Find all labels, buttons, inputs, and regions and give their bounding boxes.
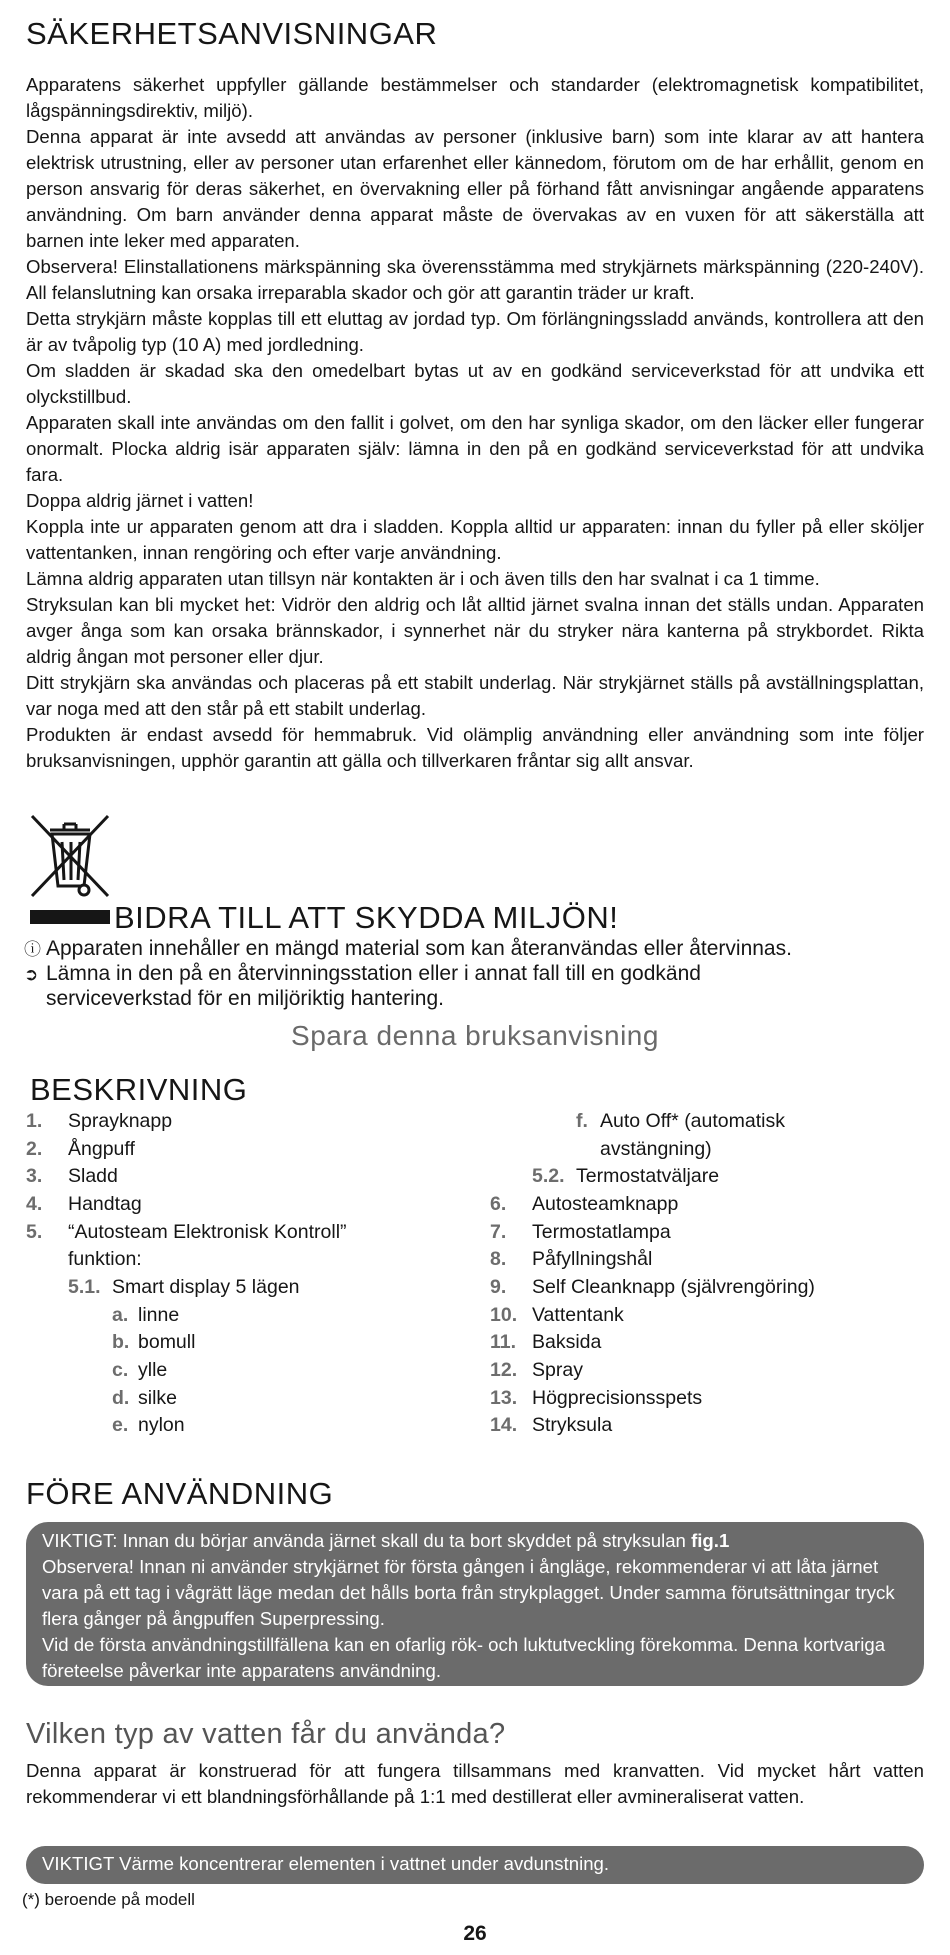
list-item: 4. Handtag xyxy=(26,1193,142,1215)
description-heading: BESKRIVNING xyxy=(30,1072,248,1107)
safety-paragraph: Ditt strykjärn ska användas och placeras på ett stabilt underlag. När strykjärnet ställs på avställningsplattan, var noga med att den står på ett stabilt underlag. xyxy=(26,672,924,719)
list-item: 14. Stryksula xyxy=(490,1414,613,1436)
list-item: avstängning) xyxy=(600,1138,712,1160)
list-item: f. Auto Off* (automatisk xyxy=(576,1110,785,1132)
environment-note xyxy=(24,936,792,962)
safety-paragraph: Om sladden är skadad ska den omedelbart bytas ut av en godkänd serviceverkstad för att undvika ett olyckstillbud. xyxy=(26,360,924,407)
safety-paragraph: Doppa aldrig järnet i vatten! xyxy=(26,490,254,511)
safety-heading: SÄKERHETSANVISNINGAR xyxy=(26,16,438,51)
arrow-icon: ➲ xyxy=(24,965,39,984)
environment-note-text: Apparaten innehåller en mängd material som kan återanvändas eller återvinnas. xyxy=(46,937,792,960)
before-use-heading: FÖRE ANVÄNDNING xyxy=(26,1476,334,1511)
list-item: 6. Autosteamknapp xyxy=(490,1193,679,1215)
save-instructions-note xyxy=(0,1020,950,1052)
list-item: e. nylon xyxy=(112,1414,185,1436)
safety-text xyxy=(26,72,924,774)
list-item: 7. Termostatlampa xyxy=(490,1221,671,1243)
water-heading: Vilken typ av vatten får du använda? xyxy=(26,1718,506,1750)
list-item: a. linne xyxy=(112,1304,180,1326)
info-icon: ⓘ xyxy=(24,940,41,959)
save-note-text: Spara denna bruksanvisning xyxy=(291,1020,659,1051)
safety-paragraph: Denna apparat är inte avsedd att användas av personer (inklusive barn) som inte klarar av att hantera elektrisk utrustning, eller av personer utan erfarenhet eller kännedom, förutom om de har erhållit, genom en person ansvarig för deras säkerhet, en övervakning eller på förhand fått anvisningar angående apparatens användning. Om barn använder denna apparat måste de övervakas av en vuxen för att säkerställa att barnen inte leker med apparaten. xyxy=(26,126,924,251)
list-item: 2. Ångpuff xyxy=(26,1138,135,1160)
figure-reference: fig.1 xyxy=(691,1530,730,1551)
safety-paragraph: Apparaten skall inte användas om den fallit i golvet, om den har synliga skador, om den läcker eller fungerar onormalt. Plocka aldrig isär apparaten själv: lämna in den på en godkänd serviceverkstad för att undvika fara. xyxy=(26,412,924,485)
crossed-out-wheelie-bin-icon xyxy=(28,812,112,900)
list-item: 1. Sprayknapp xyxy=(26,1110,173,1132)
before-use-paragraph: Vid de första användningstillfällena kan en ofarlig rök- och luktutveckling förekomma. Denna kortvariga företeelse påverkar inte apparatens användning. xyxy=(42,1634,886,1681)
safety-paragraph: Produkten är endast avsedd för hemmabruk. Vid olämplig användning eller användning som inte följer bruksanvisningen, upphör garantin att gälla och tillverkaren fråntar sig allt ansvar. xyxy=(26,724,924,771)
list-item: 5.1. Smart display 5 lägen xyxy=(68,1276,300,1298)
list-item: funktion: xyxy=(68,1248,142,1270)
before-use-line: VIKTIGT: Innan du börjar använda järnet skall du ta bort skyddet på stryksulan fig.1 xyxy=(42,1530,730,1551)
page-number: 26 xyxy=(463,1922,487,1945)
safety-paragraph: Stryksulan kan bli mycket het: Vidrör den aldrig och låt alltid järnet svalna innan det ställs undan. Apparaten avger ånga som kan orsaka brännskador, i synnerhet när du stryker nära kanterna på strykbordet. Rikta aldrig ångan mot personer eller djur. xyxy=(26,594,924,667)
list-item: b. bomull xyxy=(112,1331,196,1353)
list-item: d. silke xyxy=(112,1387,178,1409)
list-item: 3. Sladd xyxy=(26,1165,118,1187)
important-box xyxy=(26,1846,924,1884)
safety-paragraph: Detta strykjärn måste kopplas till ett eluttag av jordad typ. Om förlängningssladd används, kontrollera att den är av tvåpolig typ (10 A) med jordledning. xyxy=(26,308,924,355)
environment-instruction-cont: serviceverkstad för en miljöriktig hantering. xyxy=(46,987,444,1010)
list-item: 8. Påfyllningshål xyxy=(490,1248,653,1270)
list-item: c. ylle xyxy=(112,1359,168,1381)
environment-heading-text: BIDRA TILL ATT SKYDDA MILJÖN! xyxy=(114,900,619,935)
safety-paragraph: Observera! Elinstallationens märkspänning ska överensstämma med strykjärnets märkspänning (220-240V). All felanslutning kan orsaka irreparabla skador och gör att garantin träder ur kraft. xyxy=(26,256,924,303)
safety-paragraph: Koppla inte ur apparaten genom att dra i sladden. Koppla alltid ur apparaten: innan du fyller på eller sköljer vattentanken, innan rengöring och efter varje användning. xyxy=(26,516,924,563)
safety-paragraph: Apparatens säkerhet uppfyller gällande bestämmelser och standarder (elektromagnetisk kompatibilitet, lågspänningsdirektiv, miljö). xyxy=(26,74,924,121)
important-text: VIKTIGT Värme koncentrerar elementen i vattnet under avdunstning. xyxy=(42,1853,610,1874)
before-use-paragraph: Observera! Innan ni använder strykjärnet för första gången i ångläge, rekommenderar vi att låta järnet vara på ett tag i vågrätt läge medan det hålls borta från strykplagget. Under samma förutsättningar tryck flera gånger på ångpuffen Superpressing. xyxy=(42,1556,895,1629)
list-item: 10. Vattentank xyxy=(490,1304,624,1326)
heading-bar xyxy=(30,910,110,924)
environment-instruction xyxy=(24,961,701,987)
before-use-box xyxy=(26,1522,924,1686)
water-text: Denna apparat är konstruerad för att fungera tillsammans med kranvatten. Vid mycket hårt vatten rekommenderar vi ett blandningsförhållande på 1:1 med destillerat eller avmineraliserat vatten. xyxy=(26,1760,924,1807)
list-item: 5. “Autosteam Elektronisk Kontroll” xyxy=(26,1221,347,1243)
list-item: 5.2. Termostatväljare xyxy=(532,1165,720,1187)
safety-paragraph: Lämna aldrig apparaten utan tillsyn när kontakten är i och även tills den har svalnat i ca 1 timme. xyxy=(26,568,820,589)
list-item: 9. Self Cleanknapp (självrengöring) xyxy=(490,1276,815,1298)
environment-heading xyxy=(30,900,618,936)
list-item: 11. Baksida xyxy=(490,1331,602,1353)
list-item: 12. Spray xyxy=(490,1359,583,1381)
list-item: 13. Högprecisionsspets xyxy=(490,1387,703,1409)
footnote: (*) beroende på modell xyxy=(22,1890,195,1909)
environment-instruction-text: Lämna in den på en återvinningsstation eller i annat fall till en godkänd xyxy=(46,962,701,985)
